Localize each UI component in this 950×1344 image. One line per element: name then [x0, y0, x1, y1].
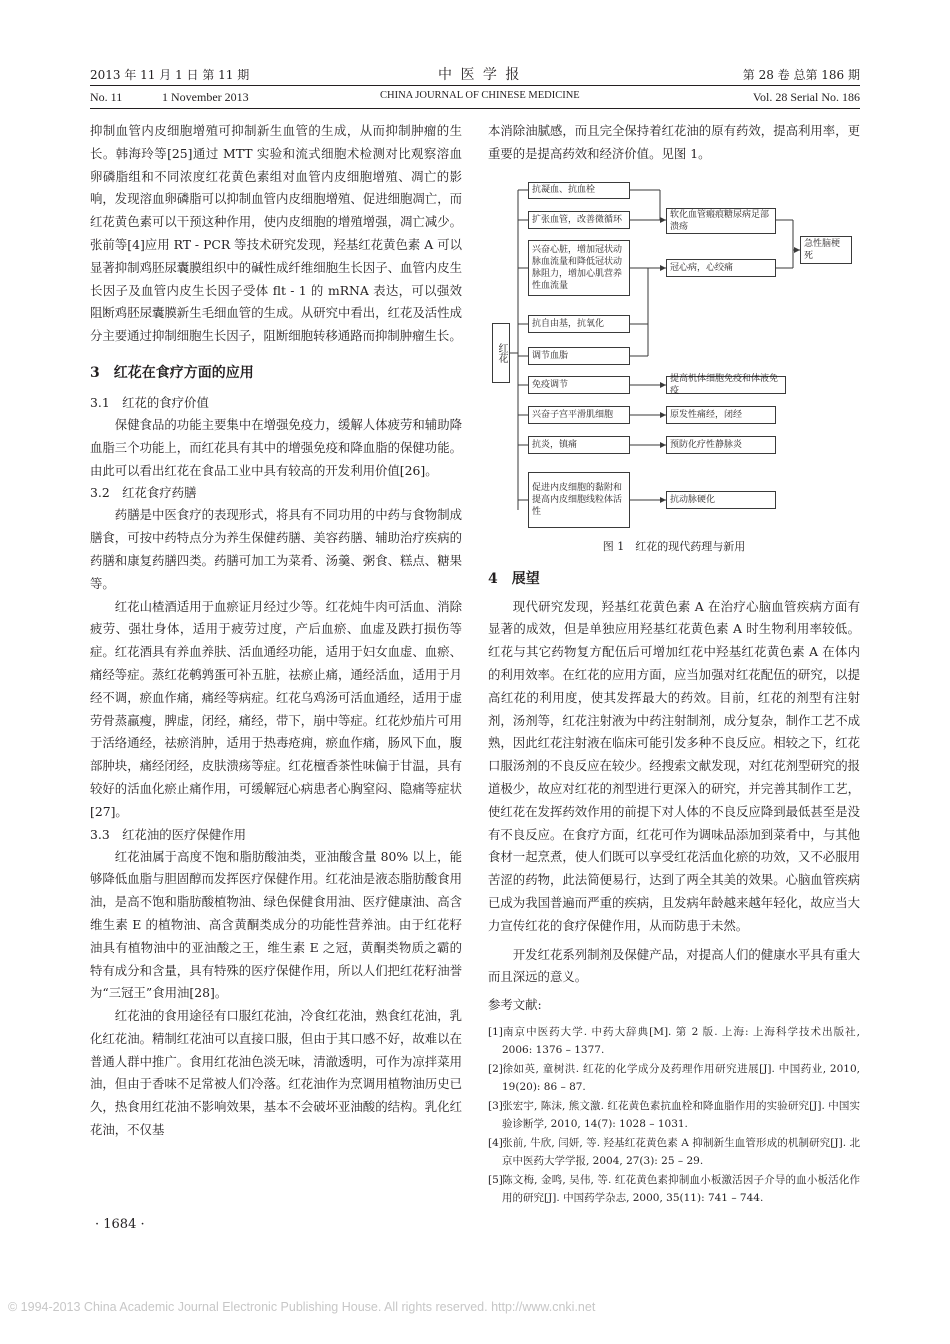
reference-list	[488, 1023, 860, 1207]
paragraph: 现代研究发现，羟基红花黄色素 A 在治疗心脑血管疾病方面有显著的成效，但是单独应用羟基红花黄色素 A 时生物利用率较低。红花与其它药物复方配伍后可增加红花中羟基红花黄色素 A 在体内的利用效率。在红花的应用方面，应当加强对红花配伍的研究，以提高红花的利用度，使其发挥最大的药效。目前，红花的剂型有注射剂，汤剂等，红花注射液为中药注射制剂，成分复杂，制作工艺不成熟，因此红花注射液在临床可能引发多种不良反应。相较之下，红花口服汤剂的不良反应在较少。经搜索文献发现，对红花剂型研究的报道极少，故应对红花的剂型进行更深入的研究，并完善其制作工艺，使红花在发挥药效作用的前提下对人体的不良反应降到最低甚至是没有不良反应。在食疗方面，红花可作为调味品添加到菜肴中，与其他食材一起烹煮，使人们既可以享受红花活血化瘀的功效，又不必服用苦涩的药物，此法简便易行，达到了两全其美的效果。心脑血管疾病已成为我国普遍而严重的疾病，且发病年龄越来越年轻化，故应当大力宣传红花的食疗保健作用，从而防患于未然。	[488, 598, 860, 933]
paragraph: 红花油的食用途径有口服红花油，冷食红花油，熟食红花油，乳化红花油。精制红花油可以直接口服，但由于其口感不好，故难以在普通人群中推广。食用红花油色淡无味，清澈透明，可作为凉拌菜用油，但由于香味不足常被人们冷落。红花油作为烹调用植物油历史已久，热食用红花油不影响效果，基本不会破坏亚油酸的结构。乳化红花油，不仅基	[90, 1008, 462, 1138]
header-date-en: 1 November 2013	[162, 90, 249, 104]
figure-mid-box: 预防化疗性静脉炎	[666, 436, 776, 454]
reference-item: [2]徐如英, 童树洪. 红花的化学成分及药理作用研究进展[J]. 中国药业, 2010, 19(20): 86 – 87.	[488, 1063, 860, 1094]
header-volume-en: Vol. 28 Serial No. 186	[752, 90, 860, 104]
references-title: 参考文献:	[488, 997, 542, 1013]
figure-left-box: 抗凝血、抗血栓	[528, 182, 630, 199]
figure-left-box: 抗自由基，抗氧化	[528, 315, 630, 333]
reference-item: [3]张宏宇, 陈沫, 熊文激. 红花黄色素抗血栓和降血脂作用的实验研究[J]. 中国实验诊断学, 2010, 14(7): 1028 – 1031.	[488, 1100, 860, 1131]
subsection-heading-3-2: 3.2 红花食疗药膳	[90, 485, 197, 501]
subsection-heading-3-1: 3.1 红花的食疗价值	[90, 394, 209, 410]
paragraph: 本消除油腻感，而且完全保持着红花油的原有药效，提高利用率，更重要的是提高药效和经济价值。见图 1。	[488, 123, 860, 161]
left-column	[90, 120, 462, 1142]
figure-mid-box: 原发性痛经，闭经	[666, 406, 776, 424]
figure-left-box: 兴奋心脏，增加冠状动脉血流量和降低冠状动脉阻力，增加心肌营养性血流量	[528, 240, 630, 296]
header-rule-bottom	[90, 108, 860, 109]
figure-root-box: 红花	[492, 323, 510, 383]
paragraph: 药膳是中医食疗的表现形式，将具有不同功用的中药与食物制成膳食，可按中药特点分为养生保健药膳、美容药膳、辅助治疗疾病的药膳和康复药膳四类。药膳可加工为菜肴、汤羹、粥食、糕点、糖果等。	[90, 507, 462, 591]
figure-left-box: 免疫调节	[528, 376, 630, 394]
paragraph: 红花山楂酒适用于血瘀证月经过少等。红花炖牛肉可活血、消除疲劳、强壮身体，适用于疲劳过度，产后血瘀、血虚及跌打损伤等症。红花酒具有养血养肤、活血通经功能，适用于妇女血虚、血瘀、痛经等症。蒸红花鹌鹑蛋可补五脏，祛瘀止痛，通经活血，适用于月经不调，瘀血作痛，痛经等病症。红花乌鸡汤可活血通经，适用于虚劳骨蒸羸瘦，脾虚，闭经，痛经，带下，崩中等症。红花炒茄片可用于活络通经，祛瘀消肿，适用于热毒疮痈，瘀血作痛，肠风下血，腹部肿块，痛经闭经，皮肤溃疡等症。红花檀香茶性味偏于甘温，具有较好的活血化瘀止痛作用，可缓解冠心病患者心胸窒闷、隐痛等症状[27]。	[90, 598, 462, 819]
header-date-cn: 2013 年 11 月 1 日 第 11 期	[90, 68, 250, 82]
section-heading-4: 4 展望	[488, 570, 540, 587]
copyright-footer: © 1994-2013 China Academic Journal Electronic Publishing House. All rights reserved. http://www.cnki.net	[8, 1300, 596, 1314]
figure-mid-box: 软化血管瘢痕糖尿病足部溃疡	[666, 208, 776, 234]
header-rule-top	[90, 85, 860, 86]
reference-item: [5]陈文梅, 金鸣, 吴伟, 等. 红花黄色素抑制血小板激活因子介导的血小板活化作用的研究[J]. 中国药学杂志, 2000, 35(11): 741 – 744.	[488, 1174, 860, 1205]
figure-mid-box: 提高机体细胞免疫和体液免疫	[666, 376, 786, 394]
header-volume-cn: 第 28 卷 总第 186 期	[742, 68, 860, 82]
figure-left-box: 促进内皮细胞的黏附和提高内皮细胞线粒体活性	[528, 472, 630, 528]
section-heading-3: 3 红花在食疗方面的应用	[90, 364, 254, 381]
header-journal-en: CHINA JOURNAL OF CHINESE MEDICINE	[380, 90, 580, 101]
page-number: · 1684 ·	[95, 1217, 145, 1232]
subsection-heading-3-3: 3.3 红花油的医疗保健作用	[90, 826, 247, 842]
figure-1	[488, 178, 860, 528]
paragraph: 抑制血管内皮细胞增殖可抑制新生血管的生成，从而抑制肿瘤的生长。韩海玲等[25]通过 MTT 实验和流式细胞术检测对比观察溶血卵磷脂组和不同浓度红花黄色素组对血管内皮细胞增殖、凋亡的影响，发现溶血卵磷脂可以抑制血管内皮细胞增殖、促进细胞凋亡，而红花黄色素可以干预这种作用，使内皮细胞的增殖增强，凋亡减少。张前等[4]应用 RT - PCR 等技术研究发现，羟基红花黄色素 A 可以显著抑制鸡胚尿囊膜组织中的碱性成纤维细胞生长因子、血管内皮生长因子及血管内皮生长因子受体 flt - 1 的 mRNA 表达，可以强效阻断鸡胚尿囊膜新生毛细血管的生成。从研究中看出，红花及活性成分主要通过抑制细胞生长因子，阻断细胞转移通路而抑制肿瘤生长。	[90, 123, 462, 344]
figure-mid-box: 冠心病，心绞痛	[666, 259, 776, 277]
paragraph: 开发红花系列制剂及保健产品，对提高人们的健康水平具有重大而且深远的意义。	[488, 946, 860, 985]
figure-caption: 图 1 红花的现代药理与新用	[602, 539, 746, 553]
figure-left-box: 调节血脂	[528, 347, 630, 365]
figure-left-box: 扩张血管，改善微循环	[528, 211, 630, 229]
header-journal-cn: 中 医 学 报	[438, 67, 522, 83]
right-column	[488, 120, 860, 1208]
figure-mid-box: 抗动脉硬化	[666, 491, 776, 509]
paragraph: 保健食品的功能主要集中在增强免疫力，缓解人体疲劳和辅助降血脂三个功能上，而红花具有其中的增强免疫和降血脂的保健功能。由此可以看出红花在食品工业中具有较高的开发利用价值[26]。	[90, 416, 462, 478]
paragraph: 红花油属于高度不饱和脂肪酸油类，亚油酸含量 80% 以上，能够降低血脂与胆固醇而发挥医疗保健作用。红花油是液态脂肪酸食用油，是高不饱和脂肪酸植物油、绿色保健食用油、医疗健康油、高含维生素 E 的植物油、高含黄酮类成分的功能性营养油。由于红花籽油具有植物油中的亚油酸之王，维生素 E 之冠，黄酮类物质之霸的特有成分和含量，具有特殊的医疗保健作用，所以人们把红花籽油誉为“三冠王”食用油[28]。	[90, 848, 462, 1001]
figure-left-box: 抗炎，镇痛	[528, 436, 630, 454]
header-issue-en: No. 11	[90, 90, 123, 104]
figure-left-box: 兴奋子宫平滑肌细胞	[528, 406, 630, 424]
reference-item: [1]南京中医药大学. 中药大辞典[M]. 第 2 版. 上海: 上海科学技术出版社, 2006: 1376 – 1377.	[488, 1026, 860, 1057]
figure-right-box: 急性脑梗死	[800, 236, 852, 264]
reference-item: [4]张前, 牛欣, 闫妍, 等. 羟基红花黄色素 A 抑制新生血管形成的机制研究[J]. 北京中医药大学学报, 2004, 27(3): 25 – 29.	[488, 1137, 860, 1168]
